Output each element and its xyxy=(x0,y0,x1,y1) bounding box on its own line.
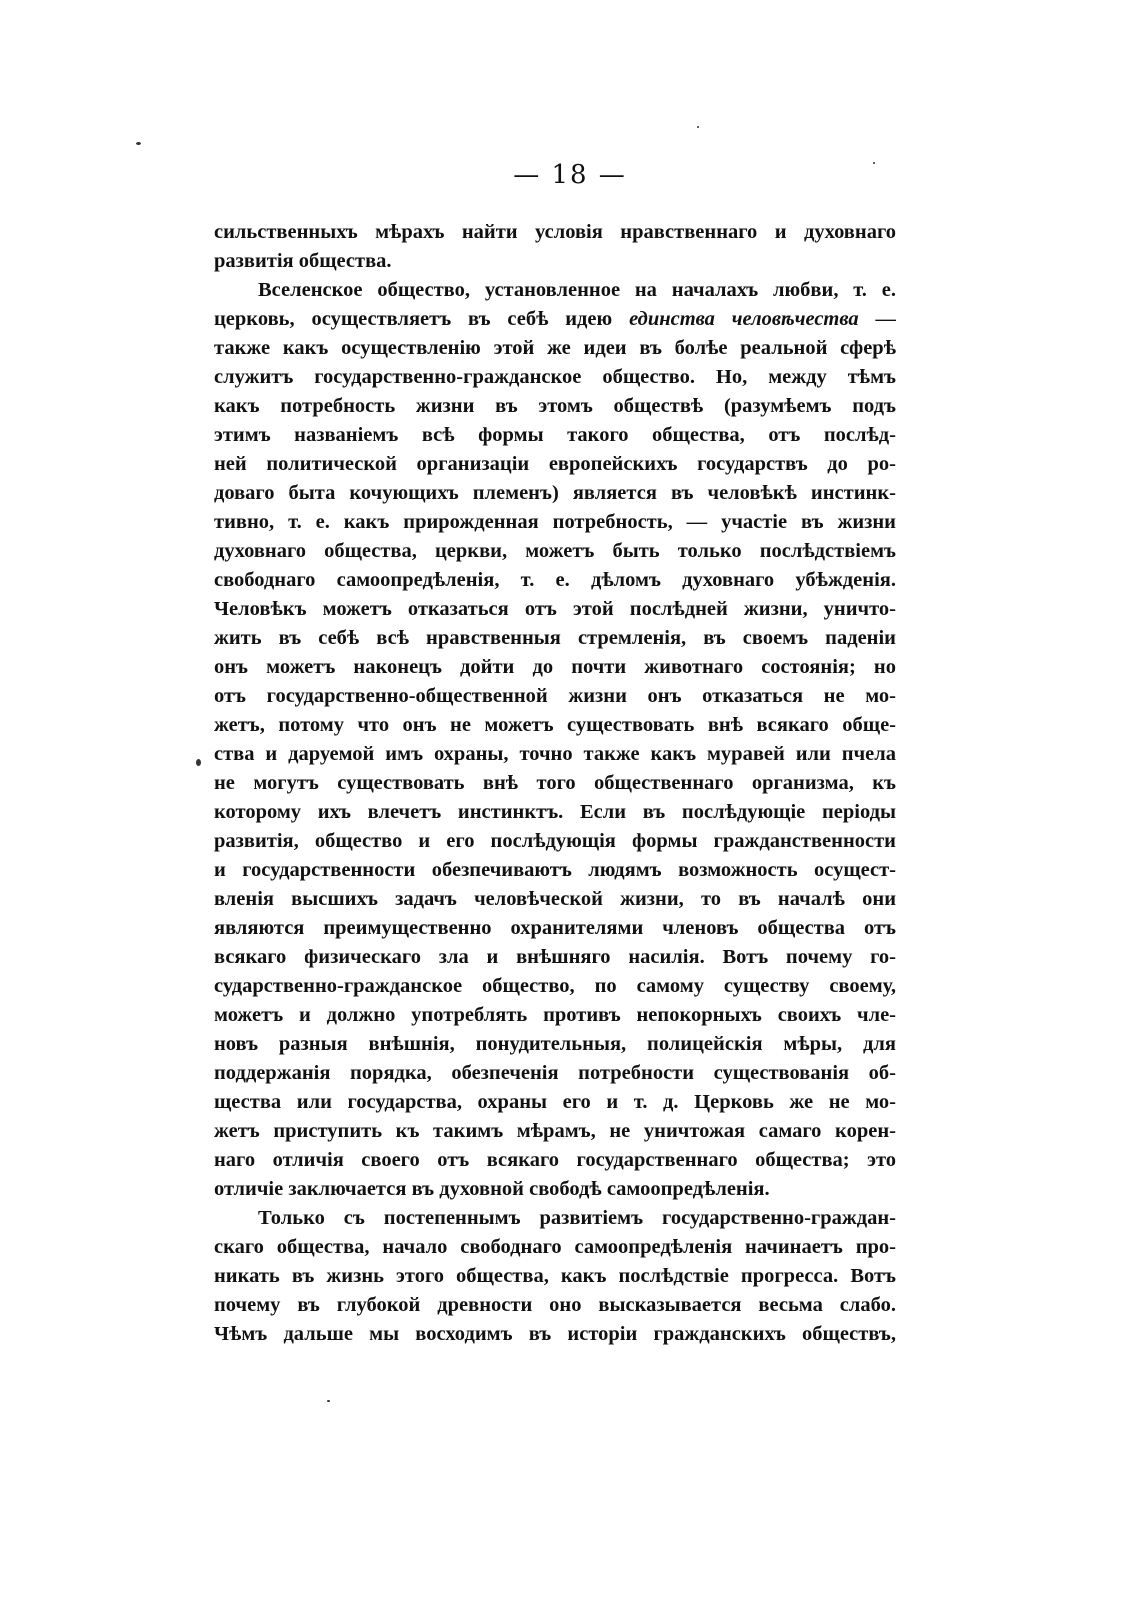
text-line: отъ государственно-общественной жизни онъ отказаться не мо- xyxy=(214,685,896,707)
text-line: почему въ глубокой древности оно высказывается весьма слабо. xyxy=(214,1294,896,1316)
text-line: развитія, общество и его послѣдующія формы гражданственности xyxy=(214,830,896,852)
text-line: доваго быта кочующихъ племенъ) является въ человѣкѣ инстинк- xyxy=(214,482,896,504)
text-line: свободнаго самоопредѣленія, т. е. дѣломъ духовнаго убѣжденія. xyxy=(214,569,896,591)
text-line: можетъ и должно употреблять противъ непокорныхъ своихъ чле- xyxy=(214,1004,896,1026)
text-fragment: — xyxy=(858,308,896,330)
text-line: новъ разныя внѣшнія, понудительныя, полицейскія мѣры, для xyxy=(214,1033,896,1055)
text-line: и государственности обезпечиваютъ людямъ возможность осущест- xyxy=(214,859,896,881)
text-line: поддержанія порядка, обезпеченія потребности существованія об- xyxy=(214,1062,896,1084)
text-line: жетъ приступить къ такимъ мѣрамъ, не уничтожая самаго корен- xyxy=(214,1120,896,1142)
text-line: Вселенское общество, установленное на началахъ любви, т. е. xyxy=(258,279,896,301)
text-line: являются преимущественно охранителями членовъ общества отъ xyxy=(214,917,896,939)
emphasized-phrase: единства человѣчества xyxy=(629,308,859,330)
text-line: жить въ себѣ всѣ нравственныя стремленія, въ своемъ паденіи xyxy=(214,627,896,649)
scan-speck xyxy=(196,759,201,766)
text-line: развитія общества. xyxy=(214,250,392,272)
body-text xyxy=(214,218,896,1349)
text-line: которому ихъ влечетъ инстинктъ. Если въ послѣдующіе періоды xyxy=(214,801,896,823)
text-line: онъ можетъ наконецъ дойти до почти животнаго состоянія; но xyxy=(214,656,896,678)
text-line: какъ потребность жизни въ этомъ обществѣ (разумѣемъ подъ xyxy=(214,395,896,417)
text-line: Человѣкъ можетъ отказаться отъ этой послѣдней жизни, уничто- xyxy=(214,598,896,620)
text-line: сударственно-гражданское общество, по самому существу своему, xyxy=(214,975,896,997)
text-line: скаго общества, начало свободнаго самоопредѣленія начинаетъ про- xyxy=(214,1236,896,1258)
text-line: сильственныхъ мѣрахъ найти условія нравственнаго и духовнаго xyxy=(214,221,896,243)
scan-speck xyxy=(327,1400,330,1402)
text-line: духовнаго общества, церкви, можетъ быть только послѣдствіемъ xyxy=(214,540,896,562)
text-line: никать въ жизнь этого общества, какъ послѣдствіе прогресса. Вотъ xyxy=(214,1265,896,1287)
text-line-with-emphasis xyxy=(214,305,896,334)
text-line: отличіе заключается въ духовной свободѣ самоопредѣленія. xyxy=(214,1178,770,1200)
text-line: щества или государства, охраны его и т. д. Церковь же не мо- xyxy=(214,1091,896,1113)
text-line: всякаго физическаго зла и внѣшняго насилія. Вотъ почему го- xyxy=(214,946,896,968)
scan-speck xyxy=(136,142,141,145)
text-line: ней политической организаціи европейскихъ государствъ до ро- xyxy=(214,453,896,475)
text-line: Только съ постепеннымъ развитіемъ государственно-граждан- xyxy=(258,1207,896,1229)
page-number: — 18 — xyxy=(513,160,627,190)
text-line: тивно, т. е. какъ прирожденная потребность, — участіе въ жизни xyxy=(214,511,896,533)
text-line: жетъ, потому что онъ не можетъ существовать внѣ всякаго обще- xyxy=(214,714,896,736)
text-line: не могутъ существовать внѣ того общественнаго организма, къ xyxy=(214,772,896,794)
text-line: Чѣмъ дальше мы восходимъ въ исторіи гражданскихъ обществъ, xyxy=(214,1323,896,1345)
text-line: ства и даруемой имъ охраны, точно также какъ муравей или пчела xyxy=(214,743,896,765)
text-line: вленія высшихъ задачъ человѣческой жизни, то въ началѣ они xyxy=(214,888,896,910)
text-fragment: церковь, осуществляетъ въ себѣ идею xyxy=(214,308,630,330)
text-line: также какъ осуществленію этой же идеи въ болѣе реальной сферѣ xyxy=(214,337,896,359)
text-line: этимъ названіемъ всѣ формы такого общества, отъ послѣд- xyxy=(214,424,896,446)
scan-speck xyxy=(697,126,699,128)
text-line: наго отличія своего отъ всякаго государственнаго общества; это xyxy=(214,1149,896,1171)
text-line: служитъ государственно-гражданское общество. Но, между тѣмъ xyxy=(214,366,896,388)
